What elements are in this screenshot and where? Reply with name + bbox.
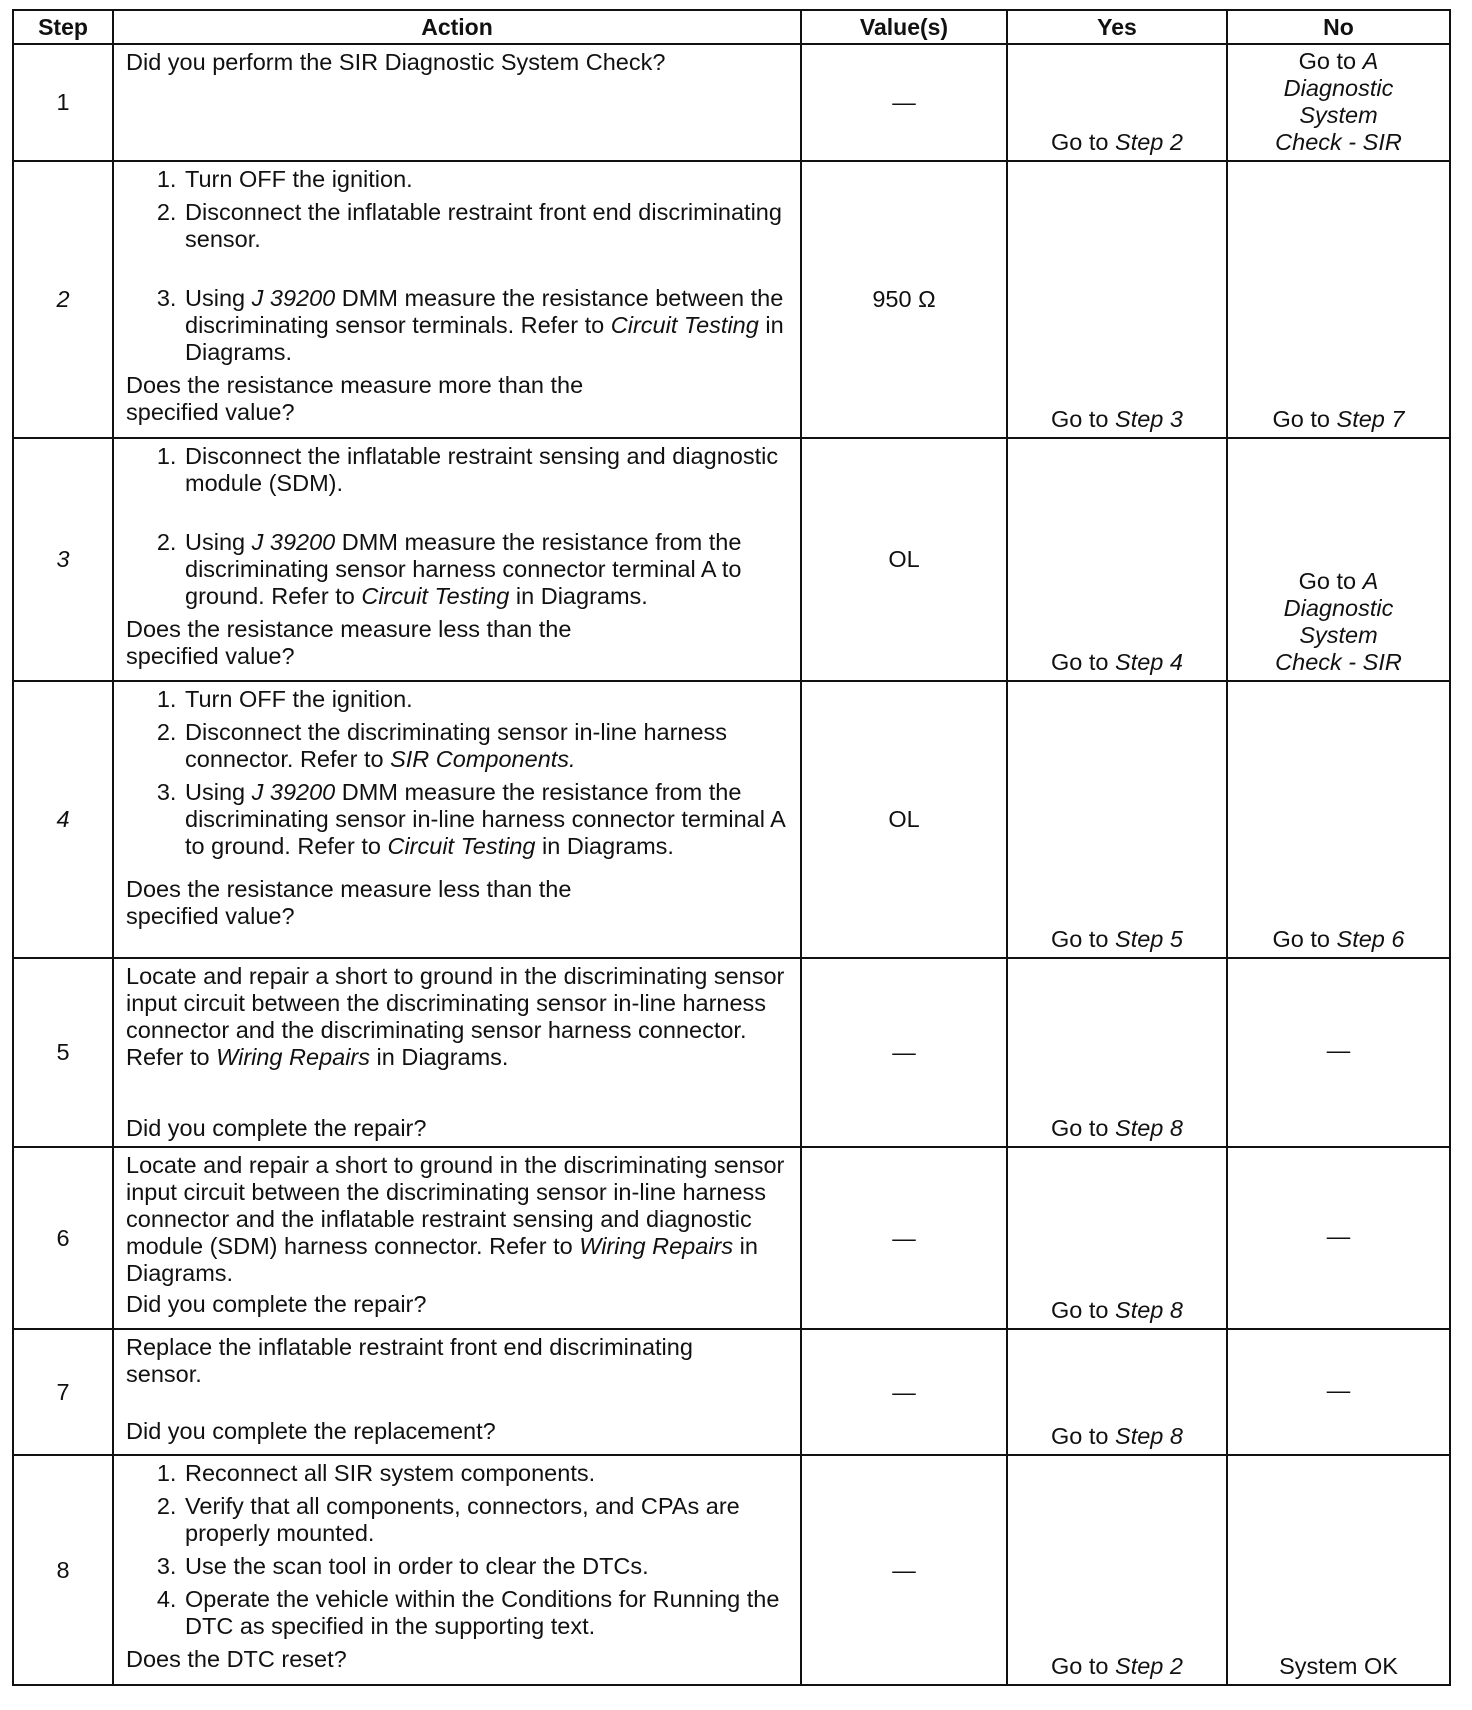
step-ref: Step 3 <box>1115 406 1183 432</box>
goto-label: Go to <box>1051 406 1109 432</box>
action-cell <box>113 1455 801 1685</box>
yes-cell <box>1007 681 1227 958</box>
question: Did you perform the SIR Diagnostic System Check? <box>126 49 666 75</box>
question: Does the resistance measure more than the specified value? <box>126 372 584 425</box>
doc-ref: A <box>1362 568 1379 594</box>
value-cell: — <box>801 44 1007 161</box>
doc-ref: A <box>1362 48 1379 74</box>
step-ref: Step 8 <box>1115 1423 1183 1449</box>
step-list <box>126 686 790 860</box>
no-cell: System OK <box>1227 1455 1450 1685</box>
yes-cell <box>1007 44 1227 161</box>
goto-label: Go to <box>1272 926 1330 952</box>
question: Does the DTC reset? <box>126 1646 347 1672</box>
step-number: 5 <box>13 958 113 1147</box>
header-no: No <box>1227 10 1450 44</box>
goto-label: Go to <box>1298 48 1357 74</box>
header-values: Value(s) <box>801 10 1007 44</box>
value-cell: OL <box>801 438 1007 681</box>
goto-label: Go to <box>1051 1115 1109 1141</box>
header-action: Action <box>113 10 801 44</box>
goto-label: Go to <box>1051 129 1109 155</box>
table-row <box>13 1329 1450 1455</box>
question: Did you complete the replacement? <box>126 1418 496 1444</box>
step-ref: Step 4 <box>1115 649 1183 675</box>
yes-cell <box>1007 1455 1227 1685</box>
action-cell <box>113 161 801 438</box>
doc-ref: Check - SIR <box>1275 649 1402 675</box>
step-ref: Step 6 <box>1336 926 1405 952</box>
goto-label: Go to <box>1298 568 1357 594</box>
goto-label: Go to <box>1051 1423 1109 1449</box>
question: Did you complete the repair? <box>126 1115 427 1141</box>
step-ref: Step 7 <box>1336 406 1405 432</box>
header-yes: Yes <box>1007 10 1227 44</box>
list-item: 2. Disconnect the inflatable restraint front end discriminating sensor. <box>183 199 790 253</box>
action-cell <box>113 44 801 161</box>
table-row <box>13 438 1450 681</box>
doc-ref: System <box>1299 102 1378 128</box>
table-row <box>13 1455 1450 1685</box>
step-ref: Step 8 <box>1115 1297 1183 1323</box>
step-list <box>126 1460 790 1640</box>
table-row <box>13 1147 1450 1329</box>
value-cell: 950 Ω <box>801 161 1007 438</box>
list-item: 2. Disconnect the discriminating sensor in-line harness connector. Refer to SIR Components. <box>183 719 790 773</box>
header-step: Step <box>13 10 113 44</box>
no-cell <box>1227 44 1450 161</box>
doc-ref: System <box>1299 622 1378 648</box>
diagnostic-table <box>12 9 1451 1686</box>
list-item: 1. Disconnect the inflatable restraint sensing and diagnostic module (SDM). <box>183 443 790 497</box>
goto-label: Go to <box>1051 1653 1109 1679</box>
action-cell <box>113 438 801 681</box>
step-number: 6 <box>13 1147 113 1329</box>
instruction: Locate and repair a short to ground in the discriminating sensor input circuit between the discriminating sensor in-line harness connector and the discriminating sensor harness connector. Refer to Wiring Repairs in Diagrams. <box>126 963 785 1070</box>
table-row <box>13 44 1450 161</box>
step-number: 1 <box>13 44 113 161</box>
action-cell <box>113 958 801 1147</box>
table-row <box>13 681 1450 958</box>
no-cell: — <box>1227 958 1450 1147</box>
step-list <box>126 443 790 610</box>
yes-cell <box>1007 438 1227 681</box>
step-ref: Step 8 <box>1115 1115 1183 1141</box>
value-cell: — <box>801 1147 1007 1329</box>
step-number: 2 <box>13 161 113 438</box>
goto-label: Go to <box>1051 649 1109 675</box>
table-row <box>13 161 1450 438</box>
step-ref: Step 5 <box>1115 926 1183 952</box>
yes-cell <box>1007 161 1227 438</box>
list-item: 3. Using J 39200 DMM measure the resistance from the discriminating sensor in-line harness connector terminal A to ground. Refer to Circuit Testing in Diagrams. <box>183 779 790 860</box>
step-number: 3 <box>13 438 113 681</box>
goto-label: Go to <box>1272 406 1330 432</box>
step-number: 4 <box>13 681 113 958</box>
list-item: 3. Use the scan tool in order to clear the DTCs. <box>183 1553 790 1580</box>
no-cell <box>1227 438 1450 681</box>
step-number: 8 <box>13 1455 113 1685</box>
step-ref: Step 2 <box>1115 129 1183 155</box>
goto-label: Go to <box>1051 926 1109 952</box>
goto-label: Go to <box>1051 1297 1109 1323</box>
list-item: 4. Operate the vehicle within the Conditions for Running the DTC as specified in the supporting text. <box>183 1586 790 1640</box>
yes-cell <box>1007 958 1227 1147</box>
list-item: 1. Reconnect all SIR system components. <box>183 1460 790 1487</box>
doc-ref: Diagnostic <box>1283 595 1394 621</box>
doc-ref: Check - SIR <box>1275 129 1402 155</box>
step-number: 7 <box>13 1329 113 1455</box>
yes-cell <box>1007 1147 1227 1329</box>
question: Did you complete the repair? <box>126 1291 427 1317</box>
header-row <box>13 10 1450 44</box>
value-cell: — <box>801 1329 1007 1455</box>
question: Does the resistance measure less than the specified value? <box>126 876 572 929</box>
no-cell: — <box>1227 1147 1450 1329</box>
instruction: Locate and repair a short to ground in the discriminating sensor input circuit between the discriminating sensor in-line harness connector and the inflatable restraint sensing and diagnostic module (SDM) harness connector. Refer to Wiring Repairs in Diagrams. <box>126 1152 785 1286</box>
list-item: 2. Verify that all components, connectors, and CPAs are properly mounted. <box>183 1493 790 1547</box>
action-cell <box>113 1329 801 1455</box>
action-cell <box>113 681 801 958</box>
list-item: 1. Turn OFF the ignition. <box>183 166 790 193</box>
list-item: 3. Using J 39200 DMM measure the resistance between the discriminating sensor terminals. Refer to Circuit Testing in Diagrams. <box>183 285 790 366</box>
doc-ref: Diagnostic <box>1283 75 1394 101</box>
yes-cell <box>1007 1329 1227 1455</box>
action-cell <box>113 1147 801 1329</box>
no-cell <box>1227 681 1450 958</box>
list-item: 2. Using J 39200 DMM measure the resistance from the discriminating sensor harness connector terminal A to ground. Refer to Circuit Testing in Diagrams. <box>183 529 790 610</box>
step-list <box>126 166 790 366</box>
no-cell <box>1227 161 1450 438</box>
question: Does the resistance measure less than the specified value? <box>126 616 572 669</box>
value-cell: — <box>801 1455 1007 1685</box>
table-row <box>13 958 1450 1147</box>
step-ref: Step 2 <box>1115 1653 1183 1679</box>
no-cell: — <box>1227 1329 1450 1455</box>
value-cell: — <box>801 958 1007 1147</box>
list-item: 1. Turn OFF the ignition. <box>183 686 790 713</box>
value-cell: OL <box>801 681 1007 958</box>
instruction: Replace the inflatable restraint front end discriminating sensor. <box>126 1334 693 1387</box>
